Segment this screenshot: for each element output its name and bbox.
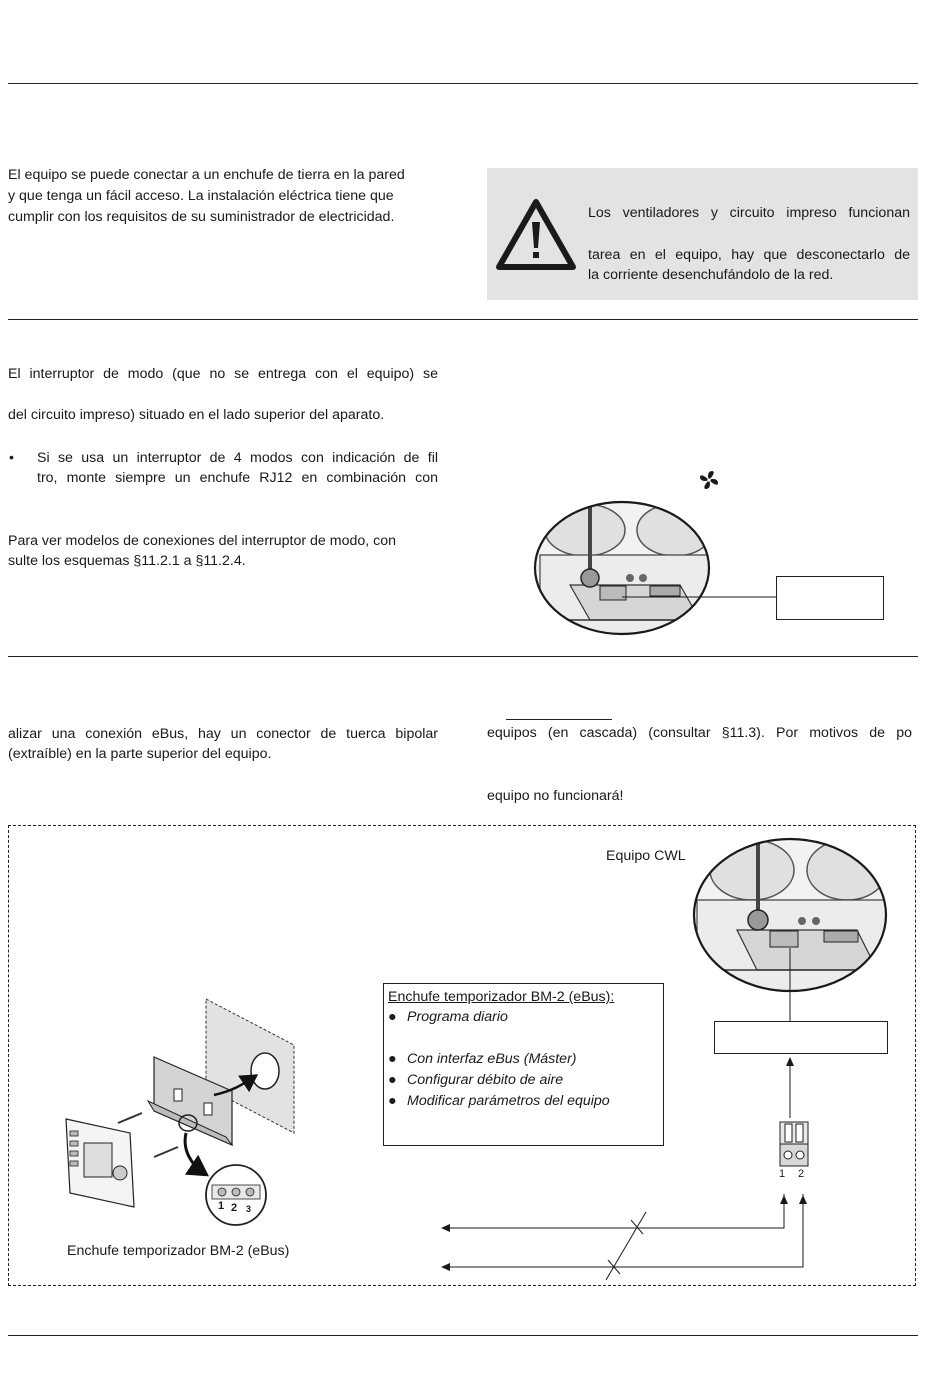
fan-icon [698, 469, 720, 491]
bullet-line-1: Si se usa un interruptor de 4 modos con indicación de fil [37, 450, 438, 466]
equipo-cwl-label: Equipo CWL [606, 848, 686, 864]
bm2-terminal-3: 3 [246, 1204, 252, 1214]
bm2-feature-item: ● Configurar débito de aire [388, 1072, 564, 1088]
terminal-label-1: 1 [779, 1168, 786, 1180]
section1-line: El equipo se puede conectar a un enchufe de tierra en la pared [8, 167, 405, 183]
schemes-line-2: sulte los esquemas §11.2.1 a §11.2.4. [8, 553, 246, 569]
bm2-terminal-1: 1 [218, 1200, 225, 1212]
bullet-line-2: tro, monte siempre un enchufe RJ12 en combinación con [37, 470, 438, 486]
warning-line-3: la corriente desenchufándolo de la red. [588, 267, 834, 283]
terminal-label-2: 2 [798, 1168, 805, 1180]
warning-triangle-icon [495, 198, 577, 272]
section1-text [8, 165, 438, 228]
ebus-terminal-block [778, 1120, 810, 1170]
bm2-terminal-2: 2 [231, 1202, 238, 1214]
bottom-rule [8, 1335, 918, 1336]
ebus-right-line-2: equipo no funcionará! [487, 788, 624, 804]
connector-label-box [776, 576, 884, 620]
mode-switch-line-2: del circuito impreso) situado en el lado superior del aparato. [8, 407, 385, 423]
bm2-mounting-illustration [62, 995, 312, 1225]
underline-mark [506, 719, 612, 720]
section1-line: cumplir con los requisitos de su suministrador de electricidad. [8, 209, 395, 225]
bm2-caption: Enchufe temporizador BM-2 (eBus) [67, 1243, 290, 1259]
schemes-line-1: Para ver modelos de conexiones del interruptor de modo, con [8, 533, 397, 549]
ebus-left-line-2: (extraíble) en la parte superior del equipo. [8, 746, 272, 762]
bm2-features-box [383, 983, 664, 1146]
warning-line-2: tarea en el equipo, hay que desconectarlo de [588, 247, 910, 263]
section1-line: y que tenga un fácil acceso. La instalación eléctrica tiene que [8, 188, 394, 204]
pcb-connector-label-box [714, 1021, 888, 1054]
bm2-box-heading: Enchufe temporizador BM-2 (eBus): [388, 989, 615, 1005]
section-rule [8, 319, 918, 320]
cwl-unit-illustration [692, 835, 892, 985]
bm2-feature-item: ● Modificar parámetros del equipo [388, 1093, 610, 1109]
mode-switch-line-1: El interruptor de modo (que no se entrega con el equipo) se [8, 366, 438, 382]
ebus-left-line-1: alizar una conexión eBus, hay un conector de tuerca bipolar [8, 726, 438, 742]
top-rule [8, 83, 918, 84]
ebus-right-line-1: equipos (en cascada) (consultar §11.3). Por motivos de po [487, 725, 912, 741]
warning-box [487, 168, 918, 300]
section-rule [8, 656, 918, 657]
bm2-feature-item: ● Programa diario [388, 1009, 508, 1025]
bullet-mark: • [9, 450, 14, 466]
warning-line-1: Los ventiladores y circuito impreso funcionan [588, 205, 910, 221]
bm2-feature-item: ● Con interfaz eBus (Máster) [388, 1051, 577, 1067]
